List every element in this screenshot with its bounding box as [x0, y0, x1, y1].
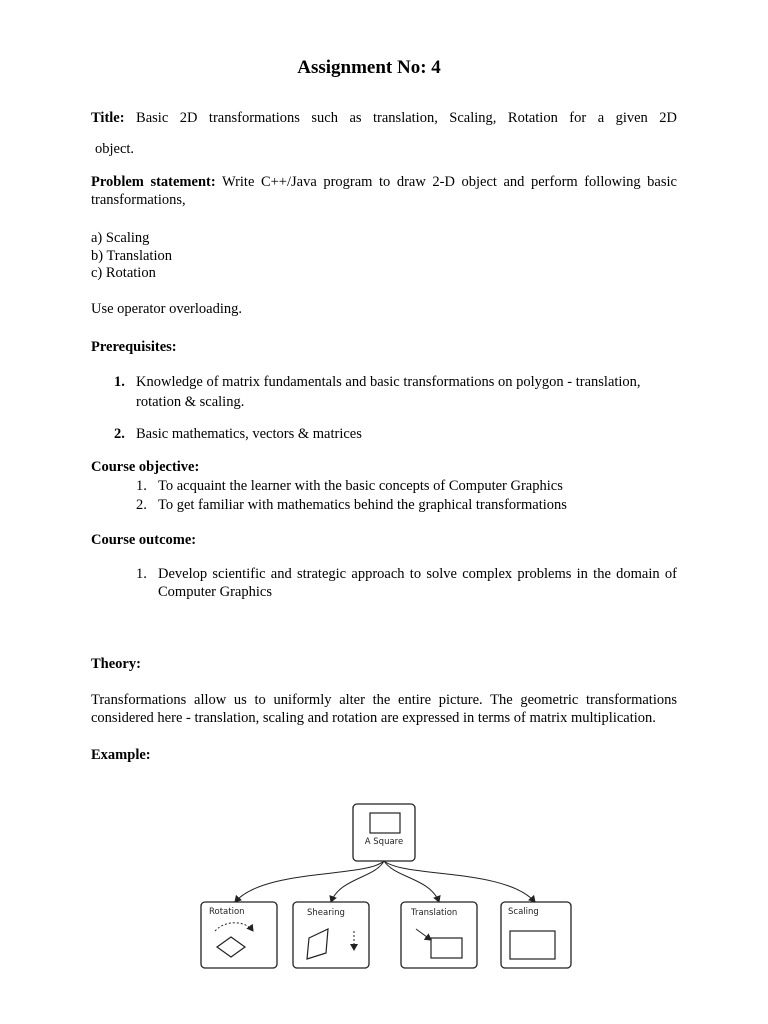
connector-arrow	[331, 861, 384, 902]
outcome-item	[136, 566, 677, 601]
connector-arrow	[384, 861, 439, 902]
prerequisite-number: 2.	[114, 426, 125, 442]
objective-text: To get familiar with mathematics behind the graphical transformations	[158, 496, 567, 513]
outcome-text: Develop scientific and strategic approach to solve complex problems in the domain of	[158, 566, 677, 582]
connector-arrow	[235, 861, 384, 902]
outcome-text: Computer Graphics	[158, 583, 272, 600]
transform-list	[91, 230, 172, 283]
objective-item	[136, 477, 567, 496]
objective-item	[136, 496, 567, 515]
page-heading: Assignment No: 4	[297, 57, 441, 78]
prerequisites-heading: Prerequisites:	[91, 339, 177, 355]
connector-arrow	[384, 861, 535, 902]
prerequisite-item	[114, 425, 677, 445]
theory-heading: Theory:	[91, 656, 141, 672]
prerequisite-item	[114, 373, 677, 412]
prerequisite-text: rotation & scaling.	[136, 393, 245, 410]
outcome-number: 1.	[136, 566, 147, 582]
transformations-diagram	[195, 798, 580, 976]
objective-text: To acquaint the learner with the basic concepts of Computer Graphics	[158, 478, 563, 494]
objective-number: 2.	[136, 496, 147, 513]
prerequisite-text: Basic mathematics, vectors & matrices	[136, 426, 362, 442]
problem-statement	[91, 174, 677, 209]
translation-label: Translation	[411, 908, 458, 918]
prerequisite-text: Knowledge of matrix fundamentals and basic transformations on polygon - translation,	[136, 374, 641, 390]
objective-heading: Course objective:	[91, 459, 200, 475]
scaling-label: Scaling	[508, 907, 539, 917]
title-label: Title:	[91, 110, 125, 126]
theory-text: Transformations allow us to uniformly alter the entire picture. The geometric transformations considered here - translation, scaling and rotation are expressed in terms of matrix multiplication.	[91, 692, 677, 726]
title-continuation: object.	[95, 141, 135, 157]
problem-label: Problem statement:	[91, 174, 216, 190]
title-text: Basic 2D transformations such as translation, Scaling, Rotation for a given 2D	[136, 110, 678, 126]
objective-number: 1.	[136, 478, 147, 494]
shearing-label: Shearing	[307, 908, 345, 918]
prerequisite-number: 1.	[114, 374, 125, 390]
operator-note: Use operator overloading.	[91, 301, 242, 317]
transform-item: b) Translation	[91, 247, 172, 264]
title-line	[91, 110, 677, 128]
rotation-label: Rotation	[209, 907, 245, 917]
example-heading: Example:	[91, 747, 151, 763]
root-label: A Square	[364, 837, 404, 847]
outcome-heading: Course outcome:	[91, 532, 197, 548]
transform-item: a) Scaling	[91, 230, 150, 246]
transform-item: c) Rotation	[91, 265, 156, 281]
objective-list	[136, 477, 567, 514]
problem-text: Write C++/Java program to draw 2-D object and perform following basic transformations,	[91, 174, 677, 208]
